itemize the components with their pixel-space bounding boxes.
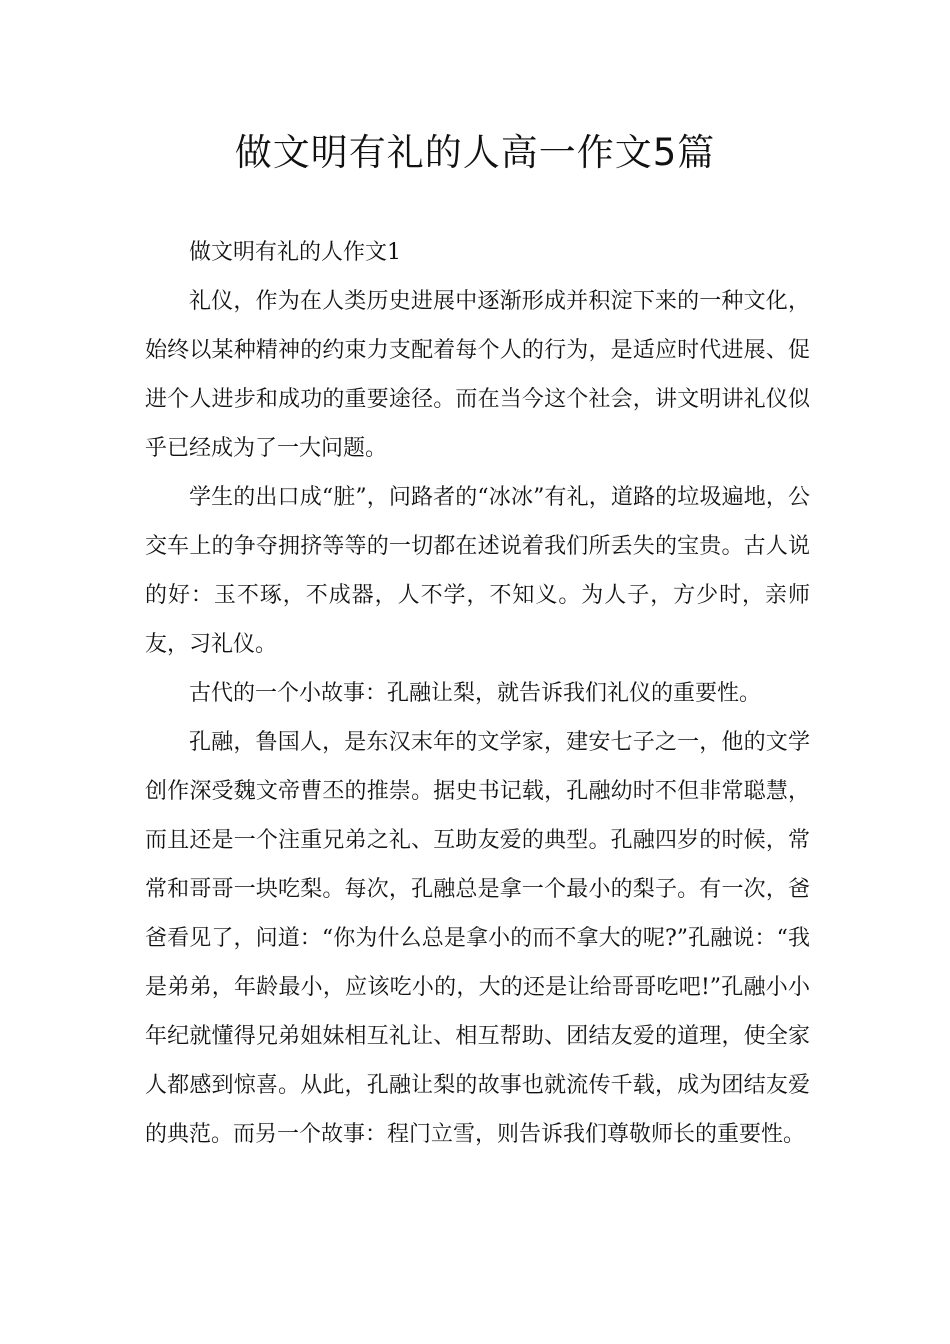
paragraph: 古代的一个小故事：孔融让梨，就告诉我们礼仪的重要性。 [189, 681, 762, 706]
paragraph: 礼仪，作为在人类历史进展中逐渐形成并积淀下来的一种文化，始终以某种精神的约束力支配着每个人的行为，是适应时代进展、促进个人进步和成功的重要途径。而在当今这个社会，讲文明讲礼仪似乎已经成为了一大问题。 [145, 289, 810, 461]
document-body [145, 228, 810, 1159]
paragraph: 孔融，鲁国人，是东汉末年的文学家，建安七子之一，他的文学创作深受魏文帝曹丕的推崇。据史书记载，孔融幼时不但非常聪慧，而且还是一个注重兄弟之礼、互助友爱的典型。孔融四岁的时候，常常和哥哥一块吃梨。每次，孔融总是拿一个最小的梨子。有一次，爸爸看见了，问道：“你为什么总是拿小的而不拿大的呢?”孔融说：“我是弟弟，年龄最小，应该吃小的，大的还是让给哥哥吃吧!”孔融小小年纪就懂得兄弟姐妹相互礼让、相互帮助、团结友爱的道理，使全家人都感到惊喜。从此，孔融让梨的故事也就流传千载，成为团结友爱的典范。而另一个故事：程门立雪，则告诉我们尊敬师长的重要性。 [145, 730, 810, 1147]
paragraph: 学生的出口成“脏”，问路者的“冰冰”有礼，道路的垃圾遍地，公交车上的争夺拥挤等等的一切都在述说着我们所丢失的宝贵。古人说的好：玉不琢，不成器，人不学，不知义。为人子，方少时，亲师友，习礼仪。 [145, 485, 810, 657]
paragraph-heading: 做文明有礼的人作文1 [189, 240, 401, 265]
document-title: 做文明有礼的人高一作文5篇 [234, 131, 716, 174]
